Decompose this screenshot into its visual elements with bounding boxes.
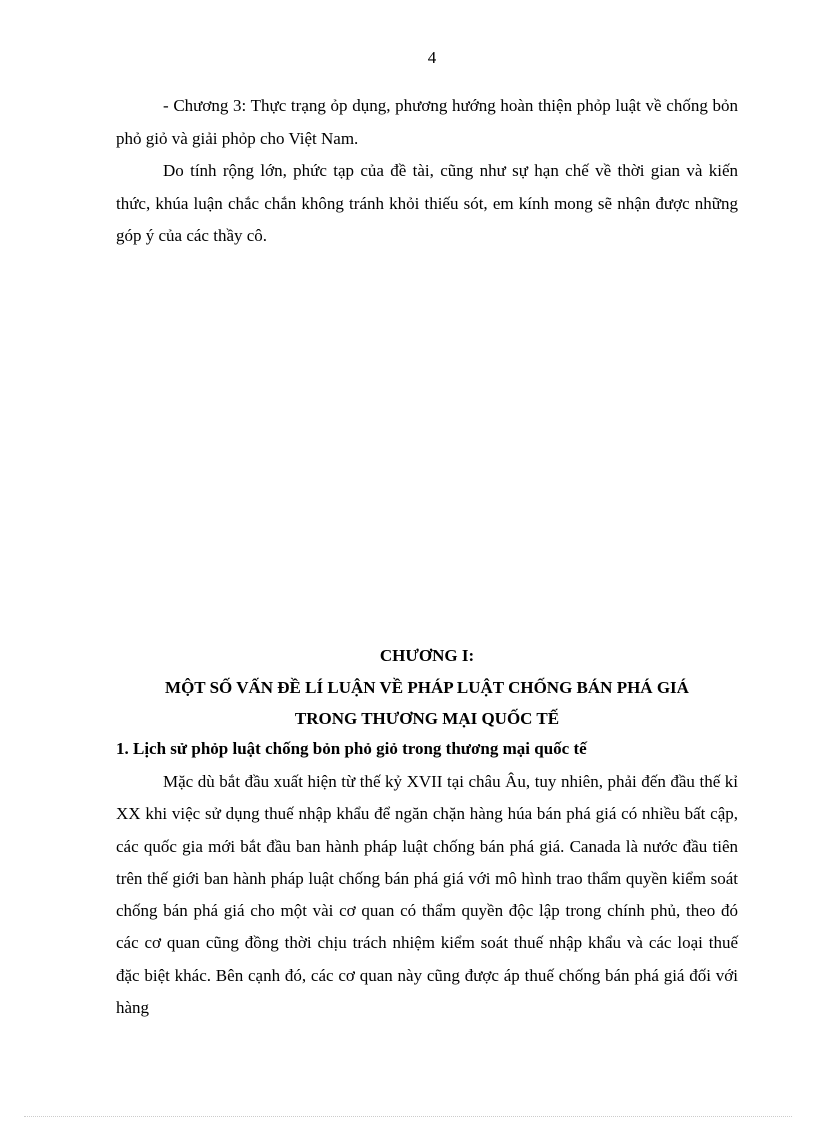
intro-text — [116, 90, 738, 253]
section-heading: 1. Lịch sử phỏp luật chống bỏn phỏ giỏ trong thương mại quốc tế — [116, 739, 587, 758]
intro-paragraph-chapter3: - Chương 3: Thực trạng ỏp dụng, phương hướng hoàn thiện phỏp luật về chống bỏn phỏ giỏ và giải phỏp cho Việt Nam. — [116, 96, 738, 148]
intro-paragraph-closing: Do tính rộng lớn, phức tạp của đề tài, cũng như sự hạn chế về thời gian và kiến thức, khúa luận chắc chắn không tránh khỏi thiếu sót, em kính mong sẽ nhận được những góp ý của các thầy cô. — [116, 161, 738, 245]
chapter-title-line1: MỘT SỐ VẤN ĐỀ LÍ LUẬN VỀ PHÁP LUẬT CHỐNG BÁN PHÁ GIÁ — [165, 677, 689, 697]
page-bottom-divider — [24, 1116, 792, 1117]
chapter-title-line2: TRONG THƯƠNG MẠI QUỐC TẾ — [294, 709, 560, 728]
chapter-label: CHƯƠNG I: — [379, 646, 475, 665]
section-paragraph: Mặc dù bắt đầu xuất hiện từ thế kỷ XVII tại châu Âu, tuy nhiên, phải đến đầu thế kỉ XX khi việc sử dụng thuế nhập khẩu để ngăn chặn hàng húa bán phá giá có nhiều bất cập, các quốc gia mới bắt đầu ban hành pháp luật chống bán phá giá. Canada là nước đầu tiên trên thế giới ban hành pháp luật chống bán phá giá với mô hình trao thẩm quyền kiểm soát chống bán phá giá cho một vài cơ quan có thẩm quyền độc lập trong chính phủ, theo đó các cơ quan cũng đồng thời chịu trách nhiệm kiểm soát thuế nhập khẩu và các loại thuế đặc biệt khác. Bên cạnh đó, các cơ quan này cũng được áp thuế chống bán phá giá đối với hàng — [116, 772, 738, 1018]
chapter-heading — [116, 640, 738, 735]
page-number: 4 — [427, 48, 437, 67]
section-body — [116, 766, 738, 1024]
